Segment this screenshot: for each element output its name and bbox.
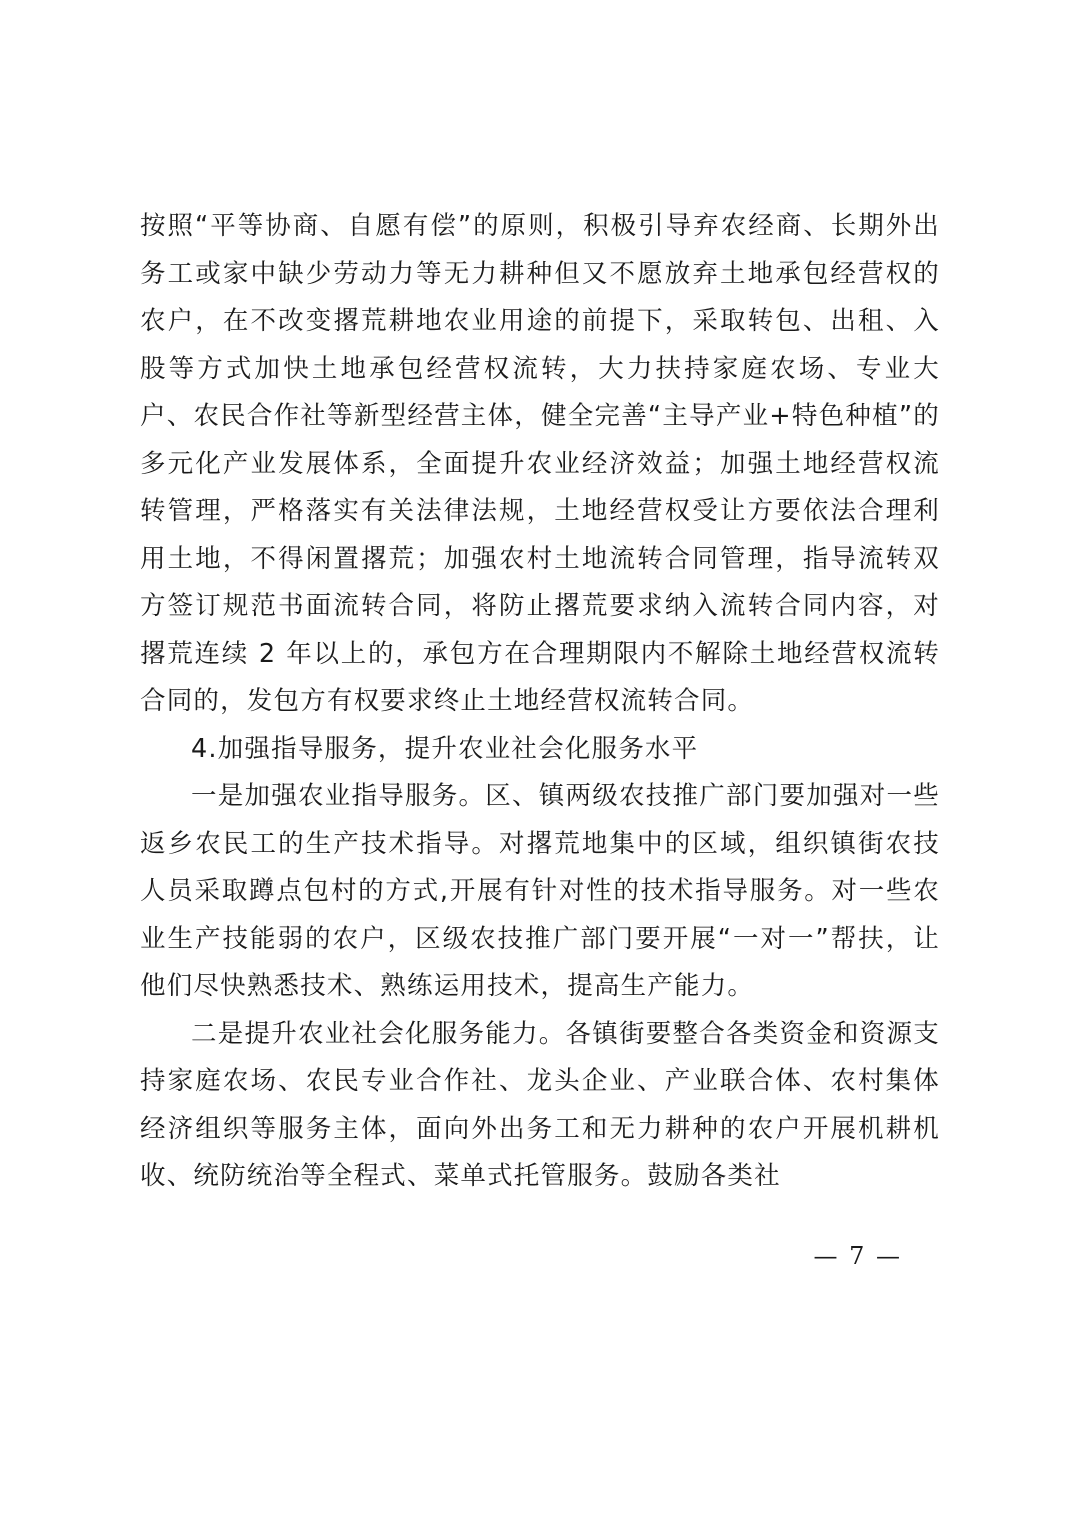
paragraph-socialized-service: 二是提升农业社会化服务能力。各镇街要整合各类资金和资源支持家庭农场、农民专业合作社、龙头企业、产业联合体、农村集体经济组织等服务主体，面向外出务工和无力耕种的农户开展机耕机收、统防统治等全程式、菜单式托管服务。鼓励各类社 [140,1018,940,1191]
paragraph-agricultural-guidance: 一是加强农业指导服务。区、镇两级农技推广部门要加强对一些返乡农民工的生产技术指导。对撂荒地集中的区域，组织镇街农技人员采取蹲点包村的方式,开展有针对性的技术指导服务。对一些农业生产技能弱的农户，区级农技推广部门要开展“一对一”帮扶，让他们尽快熟悉技术、熟练运用技术，提高生产能力。 [140,781,940,1001]
body-text [140,203,940,1201]
section-heading-guidance-service: 4.加强指导服务，提升农业社会化服务水平 [191,733,699,764]
paragraph-land-transfer: 按照“平等协商、自愿有偿”的原则，积极引导弃农经商、长期外出务工或家中缺少劳动力等无力耕种但又不愿放弃土地承包经营权的农户，在不改变撂荒耕地农业用途的前提下，采取转包、出租、入股等方式加快土地承包经营权流转，大力扶持家庭农场、专业大户、农民合作社等新型经营主体，健全完善“主导产业+特色种植”的多元化产业发展体系，全面提升农业经济效益；加强土地经营权流转管理，严格落实有关法律法规，土地经营权受让方要依法合理利用土地，不得闲置撂荒；加强农村土地流转合同管理，指导流转双方签订规范书面流转合同，将防止撂荒要求纳入流转合同内容，对撂荒连续 2 年以上的，承包方在合理期限内不解除土地经营权流转合同的，发包方有权要求终止土地经营权流转合同。 [140,211,940,716]
page-number: — 7 — [813,1242,902,1270]
